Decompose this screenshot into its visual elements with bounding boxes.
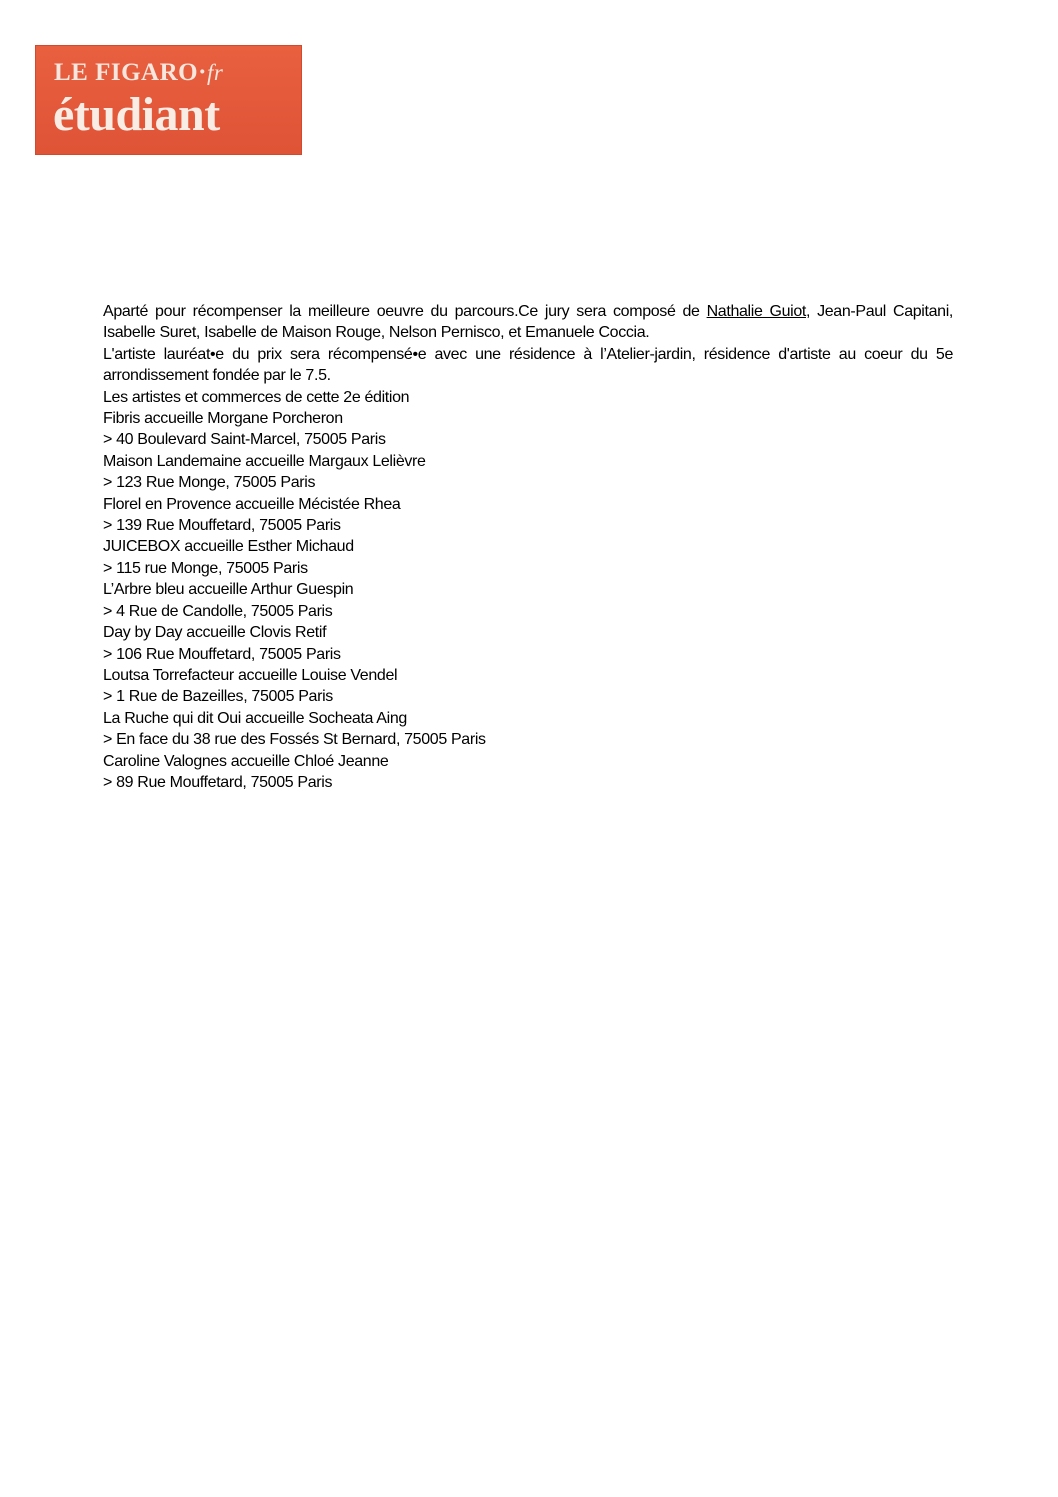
entry-name: Day by Day accueille Clovis Retif [103, 624, 327, 642]
entry-address: > 123 Rue Monge, 75005 Paris [103, 474, 316, 492]
nathalie-guiot-link[interactable]: Nathalie Guiot [706, 303, 806, 320]
logo-wordmark-top: LE FIGARO·fr [54, 59, 224, 86]
entry-name: Florel en Provence accueille Mécistée Rhea [103, 495, 401, 513]
entry-name: Loutsa Torrefacteur accueille Louise Vendel [103, 666, 398, 684]
le-figaro-etudiant-logo[interactable] [35, 45, 302, 155]
entry-address: > 115 rue Monge, 75005 Paris [103, 559, 308, 577]
article-body [103, 301, 953, 793]
section-heading: Les artistes et commerces de cette 2e édition [103, 388, 410, 406]
entry-name: JUICEBOX accueille Esther Michaud [103, 538, 354, 556]
entry-name: Maison Landemaine accueille Margaux Lelièvre [103, 452, 426, 470]
entry-address: > 89 Rue Mouffetard, 75005 Paris [103, 773, 333, 791]
entry-address: > 139 Rue Mouffetard, 75005 Paris [103, 517, 341, 535]
prize-paragraph: L'artiste lauréat•e du prix sera récompensé•e avec une résidence à l’Atelier-jardin, résidence d'artiste au coeur du 5e arrondissement fondée par le 7.5. [103, 345, 953, 385]
entry-name: L’Arbre bleu accueille Arthur Guespin [103, 581, 354, 599]
entry-address: > 1 Rue de Bazeilles, 75005 Paris [103, 688, 333, 706]
entry-name: Caroline Valognes accueille Chloé Jeanne [103, 752, 389, 770]
entry-name: La Ruche qui dit Oui accueille Socheata Aing [103, 709, 407, 727]
entry-address: > 106 Rue Mouffetard, 75005 Paris [103, 645, 341, 663]
jury-paragraph: Aparté pour récompenser la meilleure oeuvre du parcours.Ce jury sera composé de Nathalie Guiot, Jean-Paul Capitani, Isabelle Suret, Isabelle de Maison Rouge, Nelson Pernisco, et Emanuele Coccia. [103, 303, 953, 342]
entry-address: > En face du 38 rue des Fossés St Bernard, 75005 Paris [103, 731, 486, 749]
entry-address: > 40 Boulevard Saint-Marcel, 75005 Paris [103, 431, 386, 449]
logo-wordmark-bottom: étudiant [53, 88, 220, 141]
entry-address: > 4 Rue de Candolle, 75005 Paris [103, 602, 333, 620]
entry-name: Fibris accueille Morgane Porcheron [103, 410, 343, 428]
